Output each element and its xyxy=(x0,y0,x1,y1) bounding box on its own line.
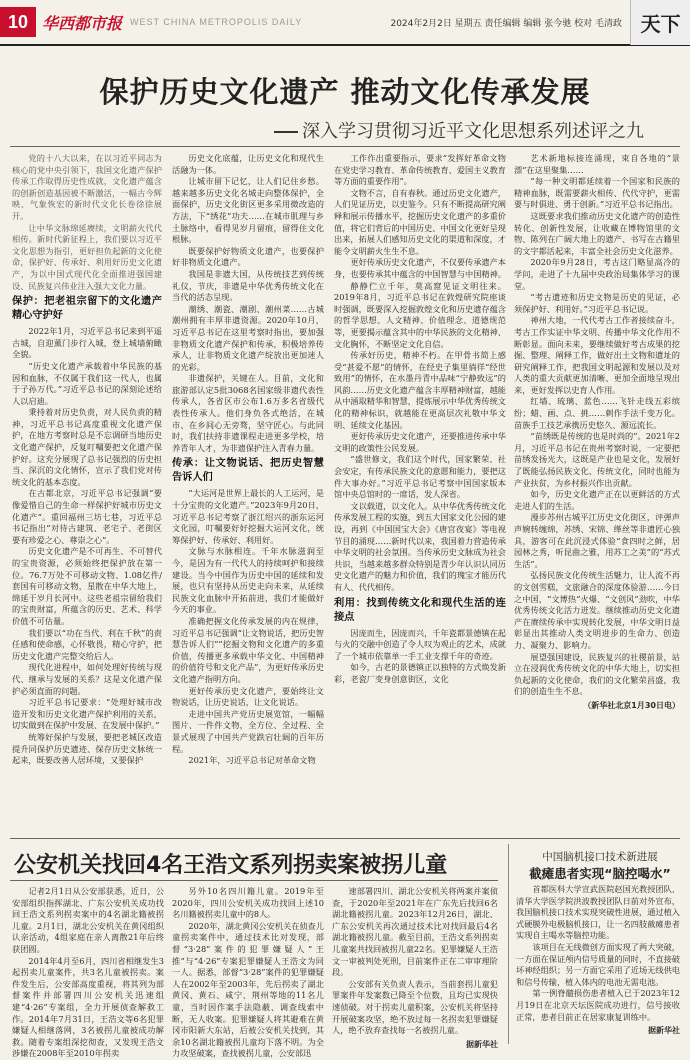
news-kicker-bci: 中国脑机接口技术新进展 xyxy=(542,851,658,863)
section-heading-utilize: 利用：找到传统文化和现代生活的连接点 xyxy=(334,597,506,623)
paragraph: 更好传承历史文化遗产，要始终让文物说话，让历史说话，让文化说话。 xyxy=(172,685,324,708)
paragraph: 传承好历史，精神不朽。在甲骨书简上感受“甚爱不愿”的情怀，在经史子集里徜徉“经世致用”的情怀，在水墨丹青中品味“宁静致远”的风韵……历史文化遗产蕴含丰厚精神财富，越能从中涵取精华和智慧，提炼展示中华优秀传统文化的精神标识，就越能在更高层次礼敬中华文明、延续文化基因。 xyxy=(334,350,506,430)
paragraph: 走进中国共产党历史展览馆，一幅幅图片、一件件文物，全方位、全过程、全景式展现了中国共产党跌宕壮阔的百年历程。 xyxy=(172,708,324,754)
paragraph: 习近平总书记要求：“处理好城市改造开发和历史文化遗产保护利用的关系，切实做到在保护中发展、在发展中保护。” xyxy=(12,697,162,731)
paragraph: 非遗保护，关键在人。目前，文化和旅游部认定5批3068名国家级非遗代表性传承人，各省区市公布1.6万多名省级代表性传承人。他们身负各式绝活，在城市、在乡间心无旁骛，坚守匠心。与此同时，我们扶持非遗课程走进更多学校，培养青年人才，为非遗保护注入青春力量。 xyxy=(172,373,324,453)
paragraph: 弘扬民族文化传统生活魅力，让人流不再的文创雪糕，文旅融合的深度体验游……今日之中国，“文博热”火爆、“文创风”劲吹，中华优秀传统文化活力迸发。继续推动历史文化遗产在赓续传承中实现转化发展，中华文明日益彰显出其推动人类文明进步的生命力、创造力、凝聚力、影响力。 xyxy=(514,570,680,650)
paragraph: 既要保护好物质文化遗产，也要保护好非物质文化遗产。 xyxy=(172,245,324,268)
article2-column-3 xyxy=(332,886,498,1049)
section-heading-protect: 保护：把老祖宗留下的文化遗产精心守护好 xyxy=(12,296,162,322)
paragraph: 如今，历史文化遗产正在以更鲜活的方式走进人们的生活。 xyxy=(514,489,680,511)
column-divider xyxy=(508,844,509,1044)
article-source: 据新华社 xyxy=(466,1039,498,1049)
paragraph: 第一例脊髓损伤患者植入已于2023年12月19日在北京天坛医院成功进行，信号接收正常，患者目前正在居家康复训练中。 xyxy=(516,988,680,1022)
paragraph: 速部署四川、湖北公安机关将两案并案侦查，于2020年至2021年在广东先后找回6名湖北籍被拐儿童。2023年12月26日，湖北、广东公安机关再次通过技术比对找回最后4名湖北籍被拐儿童。截至目前，王浩文系列拐卖儿童案共找回被拐儿童22名。犯罪嫌疑人王浩文一审被判处死刑，目前案件正在二审审理阶段。 xyxy=(332,886,498,978)
article2-column-2 xyxy=(172,886,324,1059)
section-divider xyxy=(10,838,680,839)
article3-body xyxy=(516,884,680,1046)
paragraph: 文以载道，以文化人。从中华优秀传统文化传承发展工程的实施，到五大国家文化公园的建设，再到《中国国宝大会》《唐宫夜宴》等电视节目的涌现……新时代以来，我国着力营造传承中华文明的社会氛围。当传承历史文脉成为社会共识，当越来越多群众特别是青少年认识认同历史文化遗产的魅力和价值，我们的瑰宝才能历代有人、代代相传。 xyxy=(334,500,506,592)
paragraph: 秉持着对历史负责，对人民负责的精神，习近平总书记高度重视文化遗产保护，在地方考察时总是不忘调研当地历史文化遗产保护，反复叮嘱要把文化遗产保护好。这充分展现了总书记强烈的历史担当、深沉的文化情怀，宣示了我们党对传统文化的基本态度。 xyxy=(12,407,162,487)
paragraph: 艺术新地标接连涌现，束自各地的“景漂”在这里聚集…… xyxy=(514,153,680,175)
paragraph: 该项目在无线微创方面实现了两大突破，一方面在保证颅内信号质量的同时，不直接破坏神经组织；另一方面它采用了近场无线供电和信号传输，植入体内的电池无需电池。 xyxy=(516,941,680,987)
paragraph: 我国是非遗大国，从传统技艺到传统礼仪，节庆，非遗是中华优秀传统文化在当代的活态呈现。 xyxy=(172,268,324,303)
intro-block xyxy=(12,153,162,292)
paragraph: 历史文化底蕴，让历史文化和现代生活融为一体。 xyxy=(172,153,324,175)
paragraph: 首都医科大学宣武医院赵国光教授团队、清华大学医学院洪波教授团队日前对外宣布，我国脑机接口技术实现突破性进展，通过植入式硬膜外电极脑机接口，让一名四肢截瘫患者实现自主喝水等脑控功能。 xyxy=(516,884,680,941)
paragraph: “大运河是世界上最长的人工运河，是十分宝贵的文化遗产。”2023年9月20日，习近平总书记考察了浙江绍兴的浙东运河文化园，叮嘱要好好挖掘大运河文化，统筹保护好、传承好、利用好。 xyxy=(172,488,324,545)
article1-column-2 xyxy=(172,153,324,833)
paragraph: 更好传承历史文化遗产，还要推进传承中华文明的政策性公民发展。 xyxy=(334,431,506,453)
paragraph: 如今，古老的景德镇正以独特的方式焕发新彩，老瓷厂变身创意街区，文化 xyxy=(334,662,506,684)
paragraph: 漫步苏州古城平江历史文化街区，评弹声声婉转缠绵，苏绣、宋锦、缂丝等非遗匠心独具，游客可在此沉浸式体验“食四时之鲜，居园林之秀，听昆曲之雅，用苏工之美”的“苏式生活”。 xyxy=(514,512,680,569)
paragraph: 另外10名四川籍儿童。2019年至2020年，四川公安机关成功找回上述10名川籍被拐卖儿童中的8人。 xyxy=(172,886,324,920)
issue-meta: 2024年2月2日 星期五 责任编辑 编辑 张今驰 校对 毛清政 xyxy=(390,18,622,29)
paragraph: 文脉与水脉相连。千年水脉滋润至今，是因为有一代代人的持续呵护和接续建设。当今中国作为历史中国的延续和发展，也只有坚持从历史走向未来，从延续民族文化血脉中开拓前进，我们才能做好今天的事业。 xyxy=(172,546,324,615)
paragraph: 神州大地，一代代考古工作者接续奋斗，考古工作实证中华文明、传播中华文化作用不断彰显。面向未来，要继续做好考古成果的挖掘、整理、阐释工作，做好出土文物和遗址的研究阐释工作，把我国文明起源和发展以及对人类的重大贡献更加清晰、更加全面地呈现出来，更好发挥以史育人作用。 xyxy=(514,315,680,395)
paragraph: 让城市留下记忆，让人们记住乡愁。越来越多历史文化名城走向整体保护，全面保护，历史文化街区更多采用微改造的方法，下“绣花”功夫……在城市肌理与乡土脉络中，看得见岁月留痕，留得住文化根脉。 xyxy=(172,176,324,245)
article-source: 据新华社 xyxy=(648,1026,680,1036)
paragraph: 2020年，湖北黄冈公安机关在侦查儿童拐卖案件中，通过技术比对发现，部督“3·28”案件的犯罪嫌疑人“王推”与“4·26”专案犯罪嫌疑人王浩文为同一人。据悉，部督“3·28”案件的犯罪嫌疑人在2002年至2003年，先后拐卖了湖北黄冈、黄石、咸宁、荆州等地的11名儿童，当时因作案手法隐蔽、调查线索中断，无人收案。犯罪嫌疑人将其避难在黄冈市阳新大东站，后被公安机关找到，其余10名湖北籍被拐儿童均下落不明。为全力攻坚破案，查找被拐儿童，公安部迅 xyxy=(172,920,324,1059)
article1-column-3 xyxy=(334,153,506,833)
article1-column-4 xyxy=(514,153,680,833)
paragraph: 2014年4月至6月，四川省相继发生3起拐卖儿童案件，共3名儿童被拐卖。案件发生后，公安部高度重视，将其列为部督案件并部署四川公安机关迅速组建“4·26”专案组，全力开展侦查解救工作。2014年7月31日，王浩文等6名犯罪嫌疑人相继落网，3名被拐儿童被成功解救。随着专案组深挖彻查，又发现王浩文涉嫌在2008年至2010年拐卖 xyxy=(12,955,164,1059)
newspaper-brand-en: WEST CHINA METROPOLIS DAILY xyxy=(130,17,303,27)
intro-paragraph: 让中华文脉绵延赓续，文明薪火代代相传。新时代新征程上，我们要以习近平文化思想为指引，更好担负起新的文化使命，保护好、传承好、利用好历史文化遗产，为以中国式现代化全面推进强国建设、民族复兴伟业注入强大文化力量。 xyxy=(12,222,162,291)
column-body xyxy=(12,326,162,767)
news-headline-trafficking: 公安机关找回4名王浩文系列拐卖案被拐儿童 xyxy=(14,853,448,878)
paragraph: 准确把握文化传承发展的内在规律，习近平总书记强调“让文物说话，把历史智慧告诉人们”“挖掘文物和文化遗产的多重价值，传播更多承载中华文化、中国精神的价值符号和文化产品”，为更好传承历史文化遗产指明方向。 xyxy=(172,615,324,684)
paragraph: 记者2月1日从公安部获悉，近日，公安部组织指挥湖北、广东公安机关成功找回王浩文系列拐卖案中的4名湖北籍被拐儿童。2月1日，湖北公安机关在黄冈组织认亲活动，4组家庭在亲人离散21年后终获团圆。 xyxy=(12,886,164,954)
paragraph: “考古遗迹和历史文物是历史的见证，必须保护好、利用好。”习近平总书记说。 xyxy=(514,292,680,314)
paragraph: 2021年，习近平总书记对革命文物 xyxy=(188,755,316,766)
paragraph: 潮绣、潮瓷、潮剧、潮州菜……古城潮州拥有丰厚非遗资源。2020年10月，习近平总书记在这里考察时指出，要加强非物质文化遗产保护和传承，积极培养传承人，让非物质文化遗产绽放出更加迷人的光彩。 xyxy=(172,303,324,372)
paragraph: 展望强国建设，民族复兴的社稷前景，站立在浸润优秀传统文化的中华大地上，切实担负起新的文化使命，我们的文化繁荣昌盛，我们的创造生生不息。 xyxy=(514,651,680,697)
paragraph: 2020年9月28日，考古这门略显高冷的学问，走进了十九届中央政治局集体学习的课堂。 xyxy=(514,257,680,291)
paragraph: “苗绣既是传统的也是时尚的”。2021年2月，习近平总书记在贵州考察时说，一定要把苗绣发扬光大，这既是产业也是文化，发展好了既能弘扬民族文化、传统文化，同时也能为产业扶贫，为乡村振兴作出贡献。 xyxy=(514,431,680,488)
paragraph: 工作作出重要指示，要求“发挥好革命文物在党史学习教育、革命传统教育、爱国主义教育等方面的重要作用”。 xyxy=(334,153,506,187)
paragraph: 历史文化遗产是不可再生、不可替代的宝贵资源，必须始终把保护放在第一位。76.7万处不可移动文物、1.08亿件/套国有可移动文物，星散在中华大地上，绵延于岁月长河中。这些老祖宗留给我们的宝贵财富，所蕴含的历史、艺术、科学价值不可估量。 xyxy=(12,546,162,626)
paragraph: 红墙、琉璃、蓝色……飞针走线五彩缤纷；蜡、画、点、挑……刺作手法千变万化。苗族手工技艺承携历史悠久、源远流长。 xyxy=(514,396,680,430)
paragraph: 更好传承历史文化遗产，不仅要传承遗产本身，也要传承其中蕴含的中国智慧与中国精神。 xyxy=(334,257,506,279)
news-headline-bci: 截瘫患者实现“脑控喝水” xyxy=(529,866,671,881)
paragraph: 文物不言，自有春秋。通过历史文化遗产，人们见证历史，以史鉴今。只有不断提高研究阐释和展示传播水平，挖掘历史文化遗产的多重价值，将它们背后的中国历史、中国文化更好呈现出来，拓展人们感知历史文化的渠道和深度，才能令文明薪火生生不息。 xyxy=(334,187,506,256)
main-subheadline: 深入学习贯彻习近平文化思想系列述评之九 xyxy=(150,117,680,143)
paragraph: “盛世修文，我们这个时代，国家繁荣、社会安定，有传承民族文化的意愿和能力，要把这件大事办好。”习近平总书记考察中国国家版本馆中央总馆时的一席话，发人深省。 xyxy=(334,454,506,500)
page-header xyxy=(0,0,690,46)
headline-rule xyxy=(10,146,680,147)
paragraph: 这既要求我们推动历史文化遗产的创造性转化、创新性发展，让收藏在博物馆里的文物、陈列在广阔大地上的遗产、书写在古籍里的文字都活起来，丰富全社会历史文化滋养。 xyxy=(514,210,680,256)
paragraph: 在古都北京，习近平总书记强调“要像爱惜自己的生命一样保护好城市历史文化遗产”。重回福州三坊七巷，习近平总书记指出“对待古建筑、老宅子、老街区要有珍爱之心、尊崇之心”。 xyxy=(12,488,162,545)
paragraph: “每一种文明都延续着一个国家和民族的精神血脉，既需要薪火相传、代代守护，更需要与时俱进、勇于创新。”习近平总书记指出。 xyxy=(514,176,680,210)
paragraph: 公安部有关负责人表示，当前套拐儿童犯罪案件年发案数已降至个位数，且均已实现快速侦破。对于拐卖儿童积案，公安机关将坚持开展破案攻坚，绝不放过每一名拐卖犯罪嫌疑人，绝不放弃查找每一名被拐儿童。 xyxy=(332,978,498,1036)
section-heading-inherit: 传承：让文物说话、把历史智慧告诉人们 xyxy=(172,458,324,484)
intro-paragraph: 党的十八大以来，在以习近平同志为核心的党中央引领下，我国文化遗产保护传承工作取得历史性成就，文化遗产蕴含的创新创造基因被不断激活，一幅古今辉映、气象恢宏的新时代文化长卷徐徐展开。 xyxy=(12,153,162,221)
article-source: （新华社北京1月30日电） xyxy=(583,700,680,710)
page-number: 10 xyxy=(0,7,36,37)
paragraph: 我们要以“功在当代、利在千秋”的责任感和使命感，心怀敬畏，精心守护，把历史文化遗产完整交给后人。 xyxy=(12,627,162,661)
paragraph: 2022年1月，习近平总书记来到平遥古城，自迎薰门步行入城，登上城墙俯瞰全貌。 xyxy=(12,326,162,360)
paragraph: 因庞而生，因庞而兴，千年瓷都景德镇在起与火的交融中创造了令人叹为观止的艺术，成就了一个城市依靠单一手工业支撑千年的奇迹。 xyxy=(334,627,506,661)
paragraph: “历史文化遗产承载着中华民族的基因和血脉，不仅属于我们这一代人，也属于子孙万代。”习近平总书记的深刻论述给人以启迪。 xyxy=(12,360,162,406)
article1-column-1 xyxy=(12,153,162,833)
section-label: 天下 xyxy=(630,0,690,45)
paragraph: 统筹好保护与发展，要把老城区改造提升同保护历史遗迹、保存历史文脉统一起来，既要改善人居环境，又要保护 xyxy=(12,731,162,766)
newspaper-brand: 华西都市报 xyxy=(42,13,123,33)
article2-column-1 xyxy=(12,886,164,1059)
paragraph: 现代化进程中，如何处理好传统与现代、继承与发展的关系？这是文化遗产保护必须直面的问题。 xyxy=(12,662,162,696)
main-headline: 保护历史文化遗产 推动文化传承发展 xyxy=(99,75,591,109)
headline-rule xyxy=(10,880,498,881)
paragraph: 静静伫立千年，莫高窟见证文明往来。2019年8月，习近平总书记在敦煌研究院座谈时强调，既要深入挖掘敦煌文化和历史遗存蕴含的哲学思想、人文精神、价值理念、道德规范等，更要揭示蕴含其中的中华民族的文化精神、文化胸怀，不断坚定文化自信。 xyxy=(334,280,506,349)
